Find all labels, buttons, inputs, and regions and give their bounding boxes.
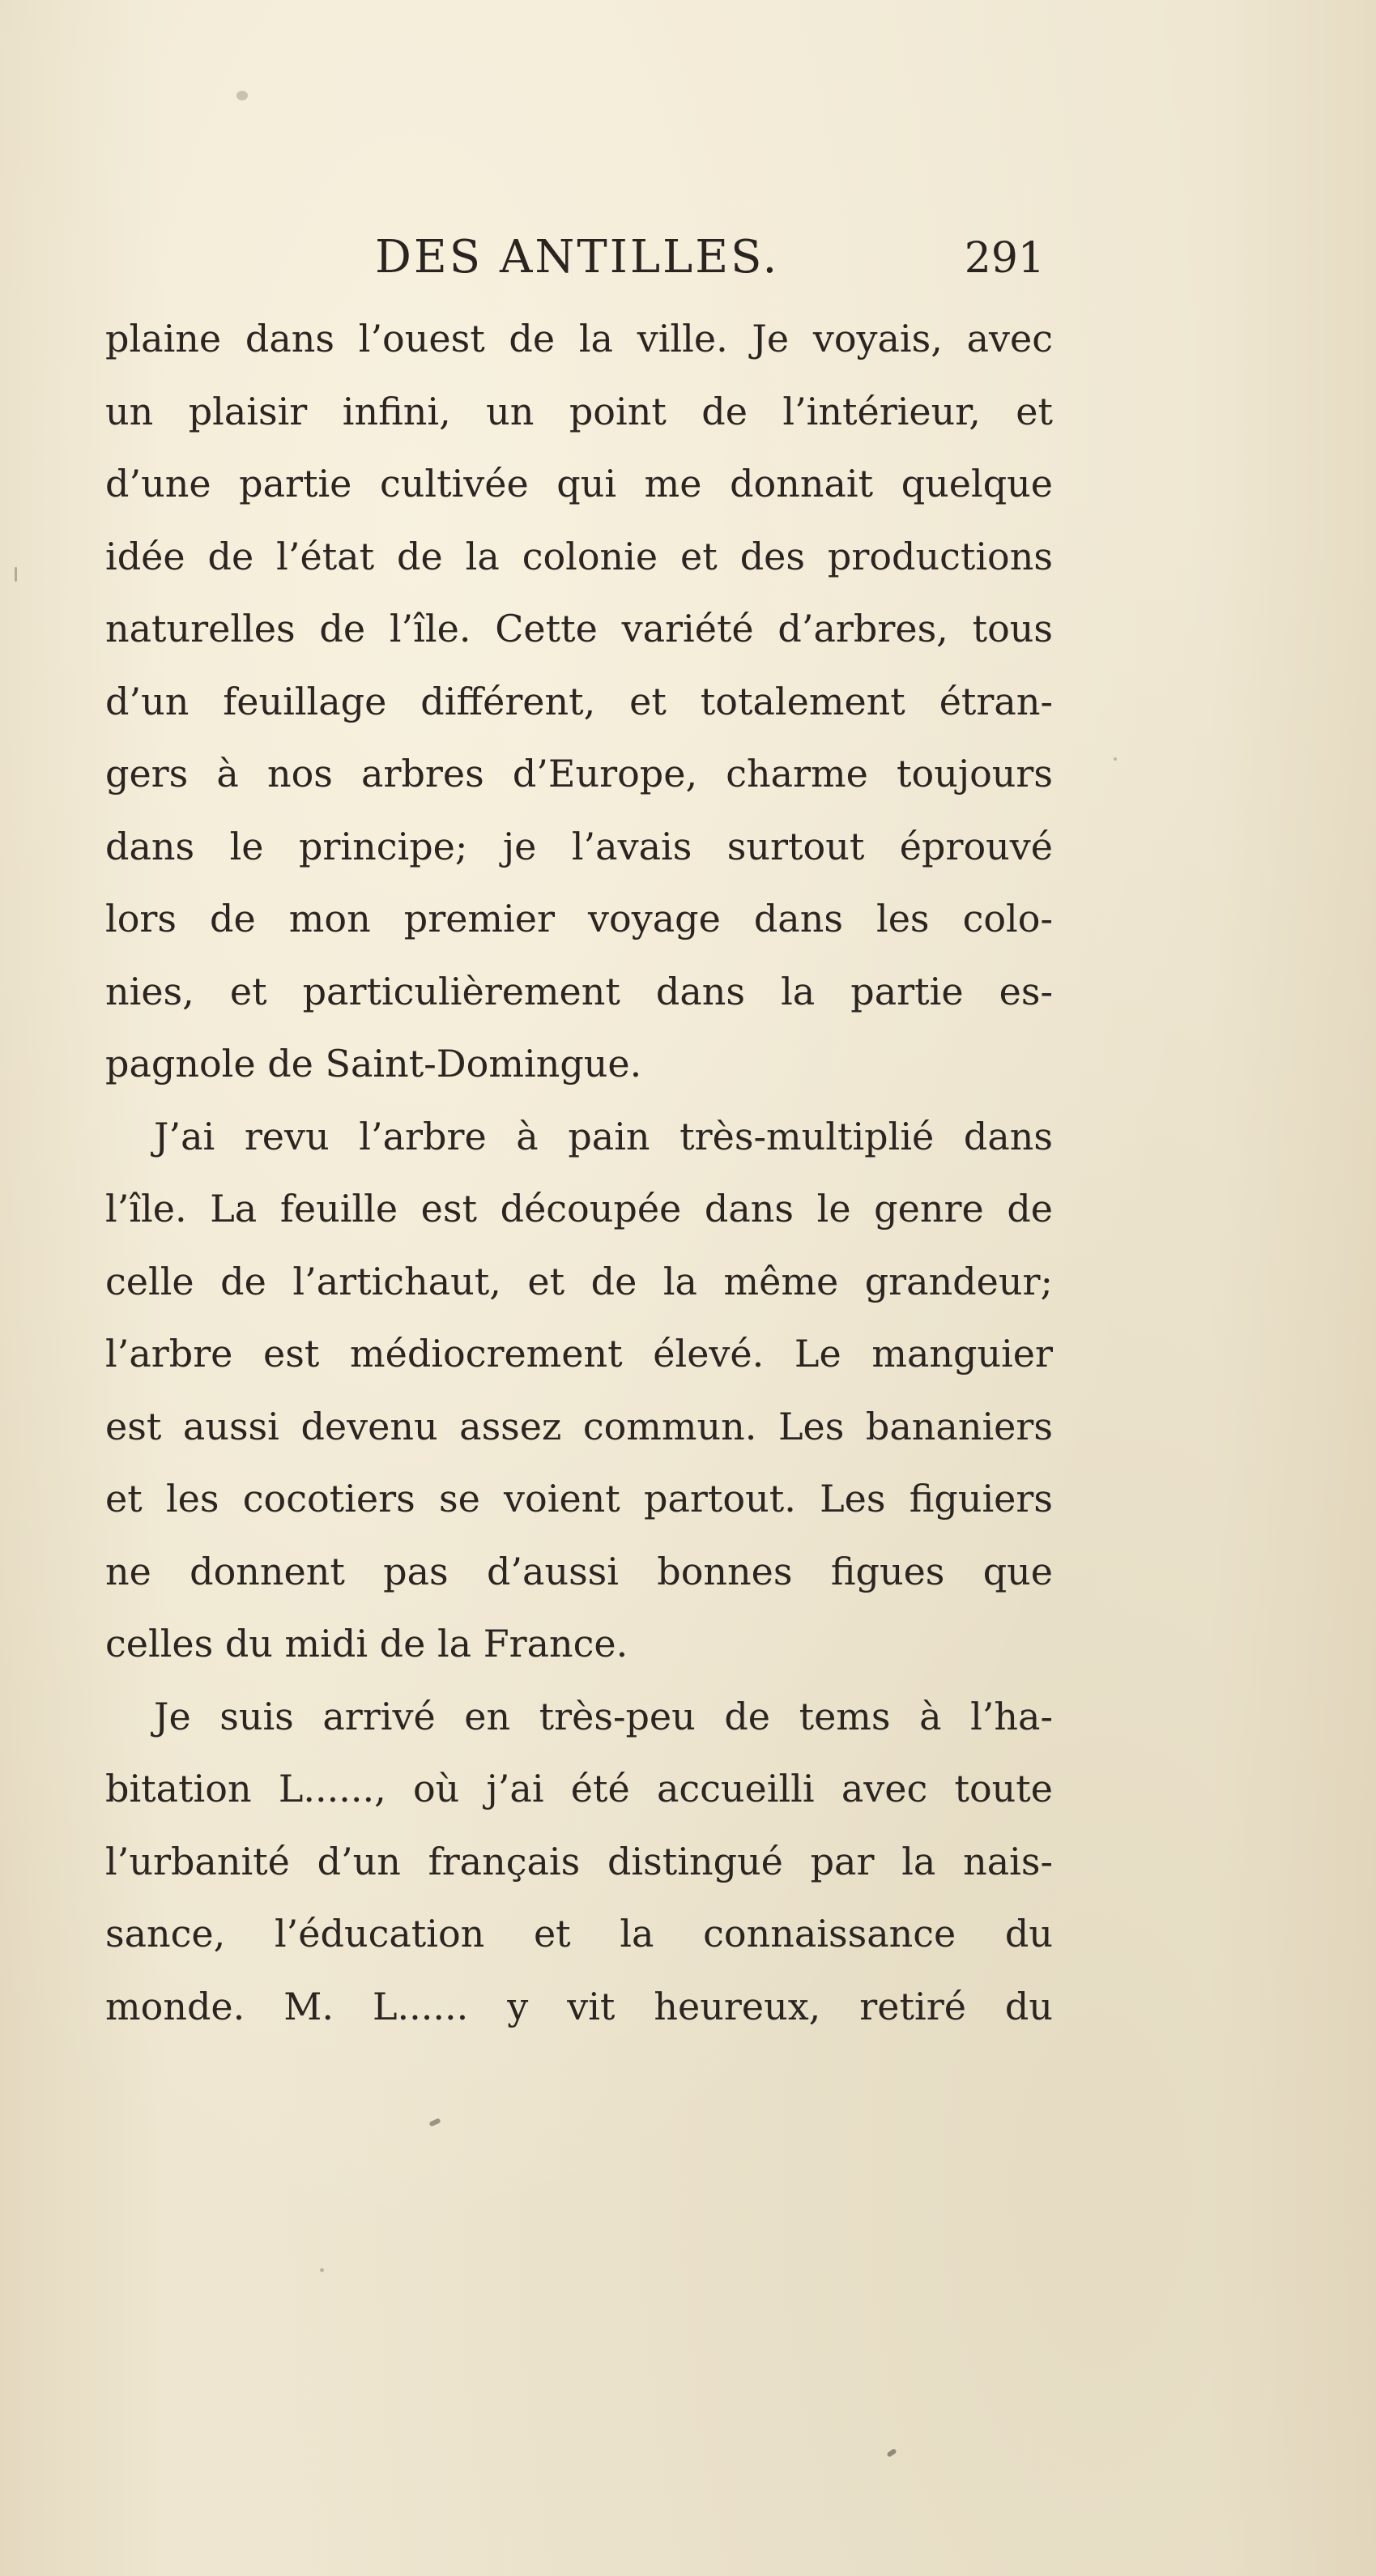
page-number: 291 <box>964 234 1045 283</box>
page-header <box>105 231 1045 296</box>
text-line: nies, et particulièrement dans la partie es- <box>105 969 1053 1013</box>
text-line: est aussi devenu assez commun. Les bananiers <box>105 1404 1053 1448</box>
paper-speck <box>320 2268 324 2272</box>
text-line: plaine dans l’ouest de la ville. Je voyais, avec <box>105 317 1053 360</box>
paper-speck <box>1114 757 1117 761</box>
text-line: naturelles de l’île. Cette variété d’arbres, tous <box>105 607 1053 650</box>
text-line: d’un feuillage différent, et totalement étran- <box>105 679 1053 723</box>
paper-speck <box>15 567 17 582</box>
text-line: pagnole de Saint-Domingue. <box>105 1042 642 1085</box>
text-line: gers à nos arbres d’Europe, charme toujours <box>105 752 1053 795</box>
text-line: et les cocotiers se voient partout. Les figuiers <box>105 1477 1053 1520</box>
paper-speck <box>236 91 248 100</box>
text-line: l’urbanité d’un français distingué par la nais- <box>105 1839 1053 1883</box>
text-line: un plaisir infini, un point de l’intérieur, et <box>105 389 1053 433</box>
text-line: lors de mon premier voyage dans les colo- <box>105 897 1053 940</box>
paper-speck <box>886 2448 897 2458</box>
text-line: d’une partie cultivée qui me donnait quelque <box>105 462 1053 505</box>
paper-speck <box>428 2118 441 2126</box>
text-line: sance, l’éducation et la connaissance du <box>105 1912 1053 1955</box>
running-head: DES ANTILLES. <box>375 231 780 284</box>
text-line: l’arbre est médiocrement élevé. Le manguier <box>105 1332 1053 1375</box>
text-line: monde. M. L...... y vit heureux, retiré du <box>105 1984 1053 2028</box>
text-line: J’ai revu l’arbre à pain très-multiplié dans <box>154 1114 1053 1158</box>
text-line: idée de l’état de la colonie et des productions <box>105 534 1053 578</box>
body-text <box>105 303 1053 2043</box>
text-line: ne donnent pas d’aussi bonnes figues que <box>105 1549 1053 1593</box>
text-line: celle de l’artichaut, et de la même grandeur; <box>105 1259 1053 1303</box>
text-line: celles du midi de la France. <box>105 1622 628 1665</box>
text-line: l’île. La feuille est découpée dans le genre de <box>105 1187 1053 1230</box>
text-line: bitation L......, où j’ai été accueilli avec toute <box>105 1767 1053 1810</box>
text-line: dans le principe; je l’avais surtout éprouvé <box>105 824 1053 868</box>
text-line: Je suis arrivé en très-peu de tems à l’ha- <box>154 1694 1053 1738</box>
